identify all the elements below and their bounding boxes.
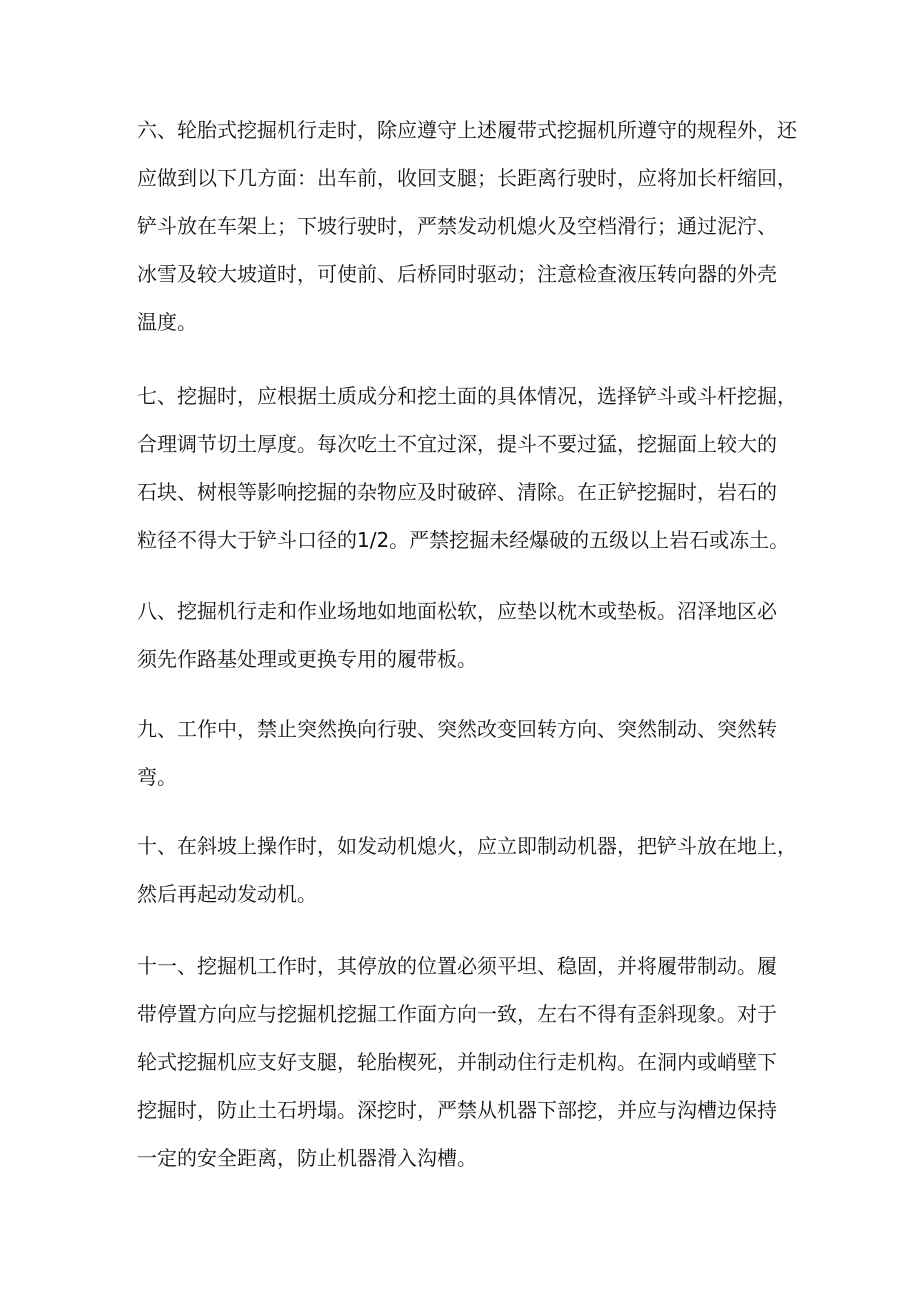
- paragraph-line: 一定的安全距离，防止机器滑入沟槽。: [137, 1146, 477, 1170]
- paragraph-line: 合理调节切土厚度。每次吃土不宜过深，提斗不要过猛，挖掘面上较大的: [137, 432, 777, 456]
- paragraph-line: 轮式挖掘机应支好支腿，轮胎楔死，并制动住行走机构。在洞内或峭壁下: [137, 1050, 777, 1074]
- paragraph-line: 须先作路基处理或更换专用的履带板。: [137, 647, 477, 671]
- paragraph-line: 冰雪及较大坡道时，可使前、后桥同时驱动；注意检查液压转向器的外壳: [137, 262, 777, 286]
- paragraph-line: 十、在斜坡上操作时，如发动机熄火，应立即制动机器，把铲斗放在地上，: [137, 834, 797, 858]
- paragraph-line: 石块、树根等影响挖掘的杂物应及时破碎、清除。在正铲挖掘时，岩石的: [137, 480, 777, 504]
- paragraph-7: [137, 372, 797, 564]
- paragraph-11: [137, 942, 797, 1182]
- paragraph-line: 带停置方向应与挖掘机挖掘工作面方向一致，左右不得有歪斜现象。对于: [137, 1002, 777, 1026]
- paragraph-6: [137, 106, 797, 346]
- paragraph-line: 挖掘时，防止土石坍塌。深挖时，严禁从机器下部挖，并应与沟槽边保持: [137, 1098, 777, 1122]
- paragraph-8: [137, 587, 797, 683]
- paragraph-10: [137, 822, 797, 918]
- paragraph-line: 然后再起动发动机。: [137, 882, 317, 906]
- paragraph-line: 温度。: [137, 310, 197, 334]
- paragraph-line: 六、轮胎式挖掘机行走时，除应遵守上述履带式挖掘机所遵守的规程外，还: [137, 118, 797, 142]
- paragraph-line: 弯。: [137, 765, 177, 789]
- paragraph-line: 铲斗放在车架上；下坡行驶时，严禁发动机熄火及空档滑行；通过泥泞、: [137, 214, 777, 238]
- paragraph-line: 七、挖掘时，应根据土质成分和挖土面的具体情况，选择铲斗或斗杆挖掘，: [137, 384, 797, 408]
- paragraph-line: 应做到以下几方面：出车前，收回支腿；长距离行驶时，应将加长杆缩回，: [137, 166, 797, 190]
- paragraph-line: 粒径不得大于铲斗口径的1/2。严禁挖掘未经爆破的五级以上岩石或冻土。: [137, 528, 790, 552]
- paragraph-line: 八、挖掘机行走和作业场地如地面松软，应垫以枕木或垫板。沼泽地区必: [137, 599, 777, 623]
- paragraph-line: 九、工作中，禁止突然换向行驶、突然改变回转方向、突然制动、突然转: [137, 717, 777, 741]
- paragraph-9: [137, 705, 797, 801]
- paragraph-line: 十一、挖掘机工作时，其停放的位置必须平坦、稳固，并将履带制动。履: [137, 954, 777, 978]
